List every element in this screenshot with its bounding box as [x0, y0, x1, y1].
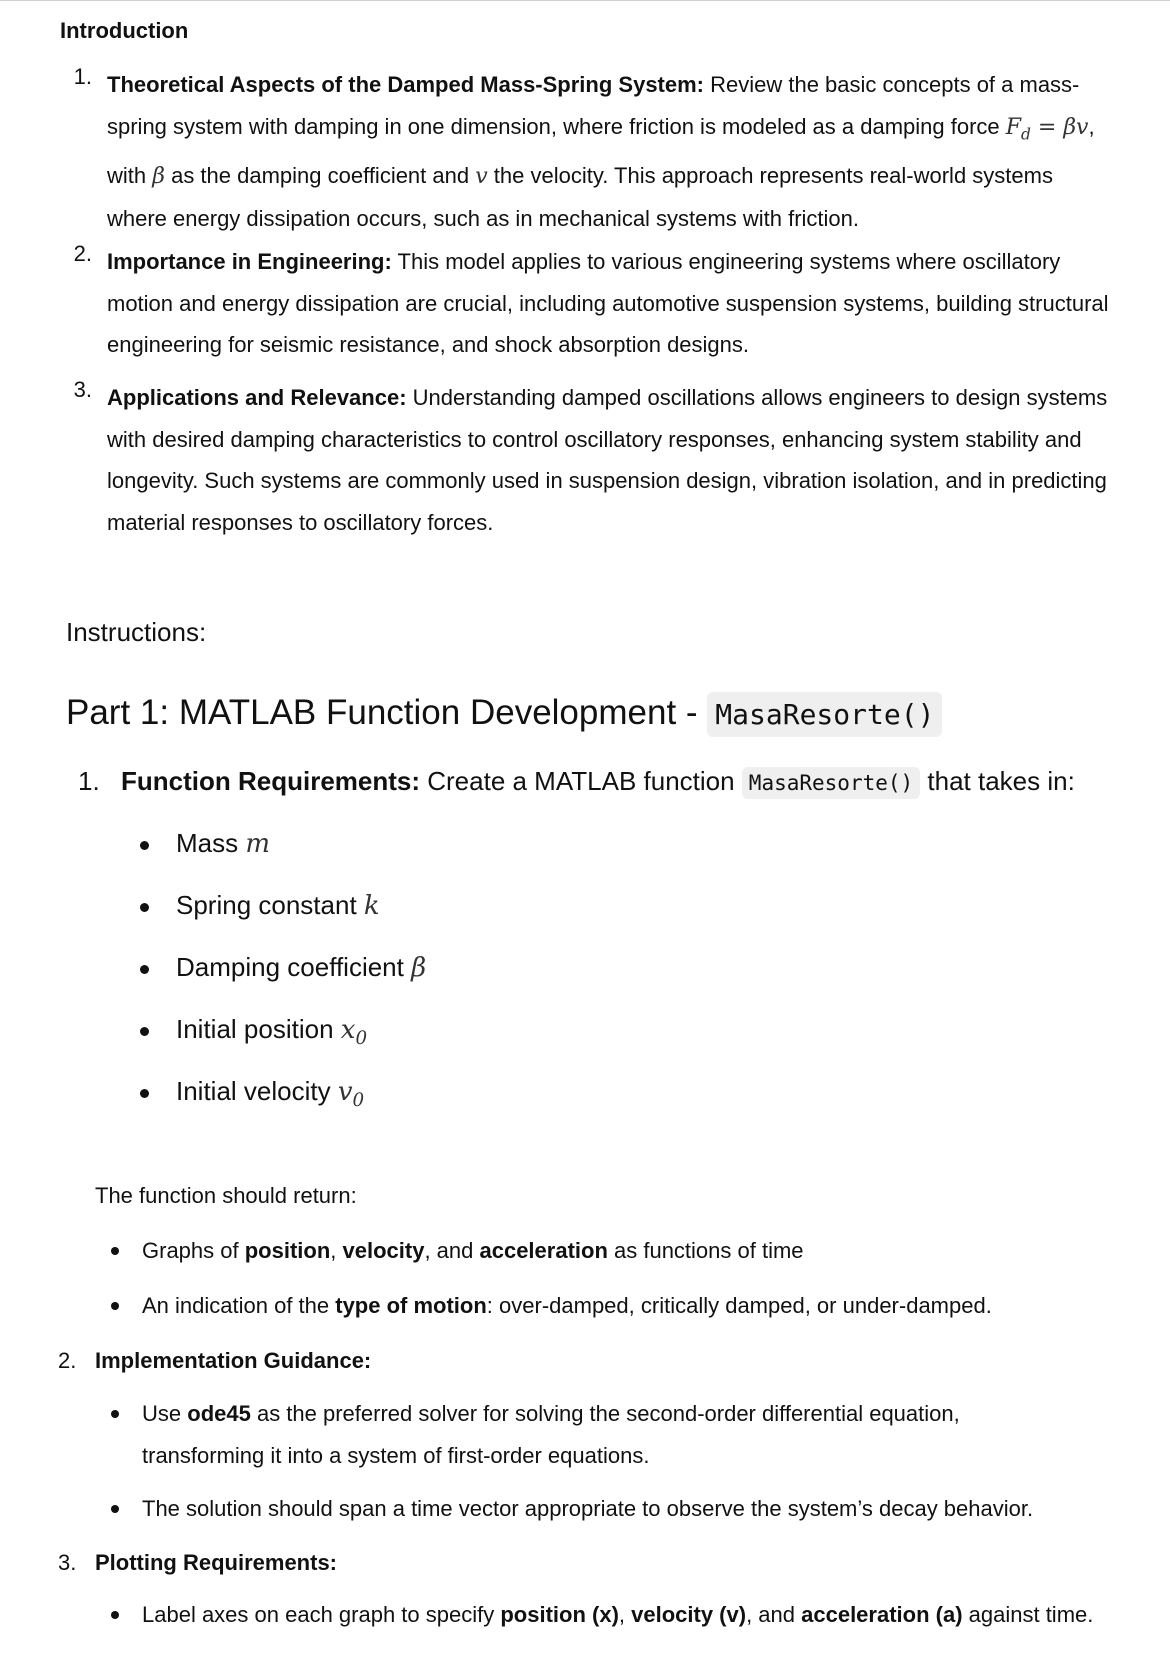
list-number: 1. — [78, 766, 100, 796]
list-item-text: Theoretical Aspects of the Damped Mass-Spring System: Review the basic concepts of a mass-spring system with damping in one dimension, where friction is modeled as a damping force $F_d = \beta v$, with β as the damping coefficient and v the velocity. This approach represents real-world systems where energy dissipation occurs, such as in mechanical systems with friction. — [107, 72, 1095, 231]
function-name-code: MasaResorte() — [707, 692, 942, 737]
bullet — [140, 1089, 149, 1098]
list-item: The solution should span a time vector appropriate to observe the system’s decay behavior. — [142, 1488, 1033, 1530]
list-item: Label axes on each graph to specify position (x), velocity (v), and acceleration (a) against time. — [142, 1594, 1102, 1636]
bullet — [140, 1027, 149, 1036]
introduction-heading: Introduction — [60, 18, 189, 43]
list-number: 3. — [73, 377, 92, 402]
list-item: Spring constant k — [176, 890, 380, 921]
bullet — [111, 1247, 119, 1255]
list-item: An indication of the type of motion: over-damped, critically damped, or under-damped. — [142, 1285, 992, 1327]
list-number: 2. — [58, 1348, 77, 1373]
list-item-text: Importance in Engineering: This model applies to various engineering systems where oscillatory motion and energy dissipation are crucial, including automotive suspension systems, building structural engineering for seismic resistance, and shock absorption designs. — [107, 249, 1109, 357]
list-item-text: Applications and Relevance: Understanding damped oscillations allows engineers to design systems with desired damping characteristics to control oscillatory responses, enhancing system stability and longevity. Such systems are commonly used in suspension design, vibration isolation, and in predicting material responses to oscillatory forces. — [107, 385, 1108, 535]
list-number: 1. — [73, 64, 92, 89]
list-number: 3. — [58, 1550, 77, 1575]
list-item: Initial position $x_0$ — [176, 1014, 367, 1049]
bullet — [111, 1410, 119, 1418]
return-label: The function should return: — [95, 1183, 357, 1208]
section-title: Implementation Guidance: — [95, 1348, 372, 1373]
list-item: Initial velocity $v_0$ — [176, 1076, 364, 1111]
section-title: Plotting Requirements: — [95, 1550, 338, 1575]
item-title: Applications and Relevance: — [107, 385, 407, 410]
list-item: Graphs of position, velocity, and acceleration as functions of time — [142, 1230, 804, 1272]
bullet — [140, 841, 149, 850]
bullet — [111, 1611, 119, 1619]
item-title: Theoretical Aspects of the Damped Mass-Spring System: — [107, 72, 704, 97]
bullet — [140, 965, 149, 974]
bullet — [111, 1302, 119, 1310]
damping-force-equation: $F_d = \beta v$ — [1005, 114, 1089, 143]
item-title: Importance in Engineering: — [107, 249, 392, 274]
function-name-code: MasaResorte() — [742, 767, 920, 799]
list-number: 2. — [73, 241, 92, 266]
function-requirements: Function Requirements: Create a MATLAB function MasaResorte() that takes in: — [121, 766, 1075, 797]
list-item: Damping coefficient β — [176, 952, 426, 983]
top-divider — [0, 0, 1170, 1]
instructions-label: Instructions: — [66, 617, 207, 647]
part1-heading: Part 1: MATLAB Function Development - MasaResorte() — [66, 693, 942, 733]
bullet — [140, 903, 149, 912]
item-title: Function Requirements: — [121, 766, 421, 796]
list-item: Mass m — [176, 828, 270, 859]
list-item: Use ode45 as the preferred solver for solving the second-order differential equation, transforming it into a system of first-order equations. — [142, 1393, 1082, 1476]
bullet — [111, 1505, 119, 1513]
